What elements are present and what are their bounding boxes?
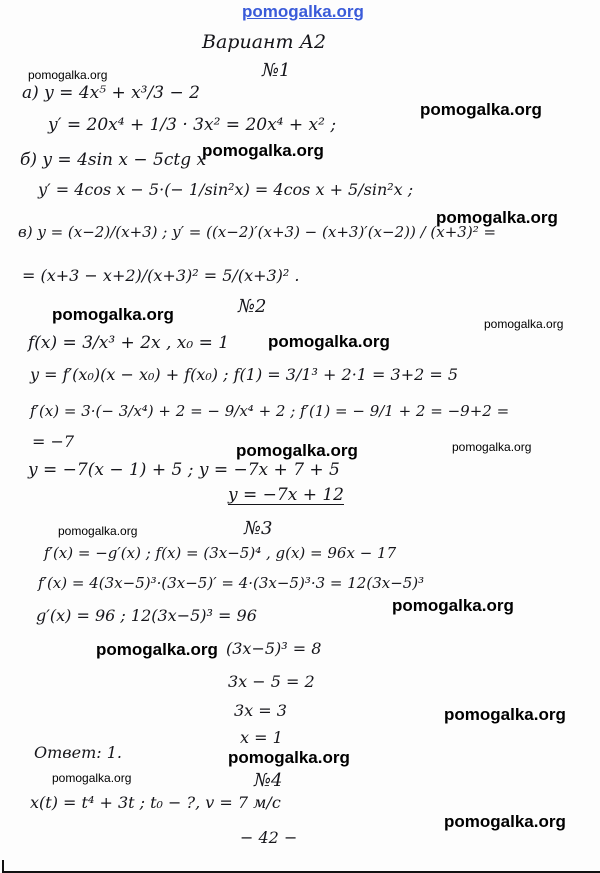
task-1b-derivative: y′ = 4cos x − 5·(− 1/sin²x) = 4cos x + 5/sin²x ; — [38, 180, 414, 199]
task-3-step-4: x = 1 — [240, 728, 283, 747]
task-2-derivative-value: = −7 — [32, 432, 75, 451]
task-1a-derivative: y′ = 20x⁴ + 1/3 · 3x² = 20x⁴ + x² ; — [48, 115, 337, 135]
task-1a-function: а) y = 4x⁵ + x³/3 − 2 — [22, 83, 200, 103]
watermark: pomogalka.org — [452, 440, 532, 454]
task-1-number: №1 — [262, 60, 291, 81]
task-4-number: №4 — [254, 770, 283, 791]
watermark: pomogalka.org — [96, 640, 218, 659]
task-4-condition: x(t) = t⁴ + 3t ; t₀ − ?, v = 7 м/с — [30, 793, 281, 812]
task-1c-result: = (x+3 − x+2)/(x+3)² = 5/(x+3)² . — [22, 266, 300, 285]
watermark: pomogalka.org — [420, 100, 542, 119]
variant-title: Вариант А2 — [202, 31, 327, 53]
page-number: − 42 − — [240, 828, 298, 847]
task-3-answer: Ответ: 1. — [34, 743, 122, 762]
task-3-g-derivative: g′(x) = 96 ; 12(3x−5)³ = 96 — [36, 606, 257, 625]
watermark: pomogalka.org — [444, 705, 566, 724]
watermark: pomogalka.org — [202, 141, 324, 160]
watermark: pomogalka.org — [52, 771, 132, 785]
watermark: pomogalka.org — [268, 332, 390, 351]
task-2-number: №2 — [238, 296, 267, 317]
watermark: pomogalka.org — [52, 305, 174, 324]
task-1b-function: б) y = 4sin x − 5ctg x — [20, 150, 207, 170]
watermark-top: pomogalka.org — [242, 2, 364, 21]
task-2-function: f(x) = 3/x³ + 2x , x₀ = 1 — [28, 333, 230, 353]
task-3-step-2: 3x − 5 = 2 — [228, 672, 315, 691]
watermark: pomogalka.org — [392, 596, 514, 615]
watermark: pomogalka.org — [228, 748, 350, 767]
watermark: pomogalka.org — [28, 68, 108, 82]
task-2-tangent-formula: y = f′(x₀)(x − x₀) + f(x₀) ; f(1) = 3/1³ + 2·1 = 3+2 = 5 — [30, 365, 459, 384]
task-3-condition: f′(x) = −g′(x) ; f(x) = (3x−5)⁴ , g(x) = 96x − 17 — [44, 544, 397, 562]
task-3-f-derivative: f′(x) = 4(3x−5)³·(3x−5)′ = 4·(3x−5)³·3 = 12(3x−5)³ — [38, 574, 425, 592]
task-1c-function: в) y = (x−2)/(x+3) ; y′ = ((x−2)′(x+3) − (x+3)′(x−2)) / (x+3)² = — [18, 223, 497, 241]
task-3-number: №3 — [244, 518, 273, 539]
watermark: pomogalka.org — [236, 441, 358, 460]
task-3-step-1: (3x−5)³ = 8 — [226, 639, 322, 658]
task-2-tangent: y = −7(x − 1) + 5 ; y = −7x + 7 + 5 — [28, 460, 340, 480]
watermark: pomogalka.org — [484, 317, 564, 331]
task-2-derivative: f′(x) = 3·(− 3/x⁴) + 2 = − 9/x⁴ + 2 ; f′(1) = − 9/1 + 2 = −9+2 = — [30, 402, 510, 420]
watermark: pomogalka.org — [444, 812, 566, 831]
task-3-step-3: 3x = 3 — [234, 701, 287, 720]
task-2-answer: y = −7x + 12 — [228, 485, 344, 505]
watermark: pomogalka.org — [436, 208, 558, 227]
watermark: pomogalka.org — [58, 524, 138, 538]
